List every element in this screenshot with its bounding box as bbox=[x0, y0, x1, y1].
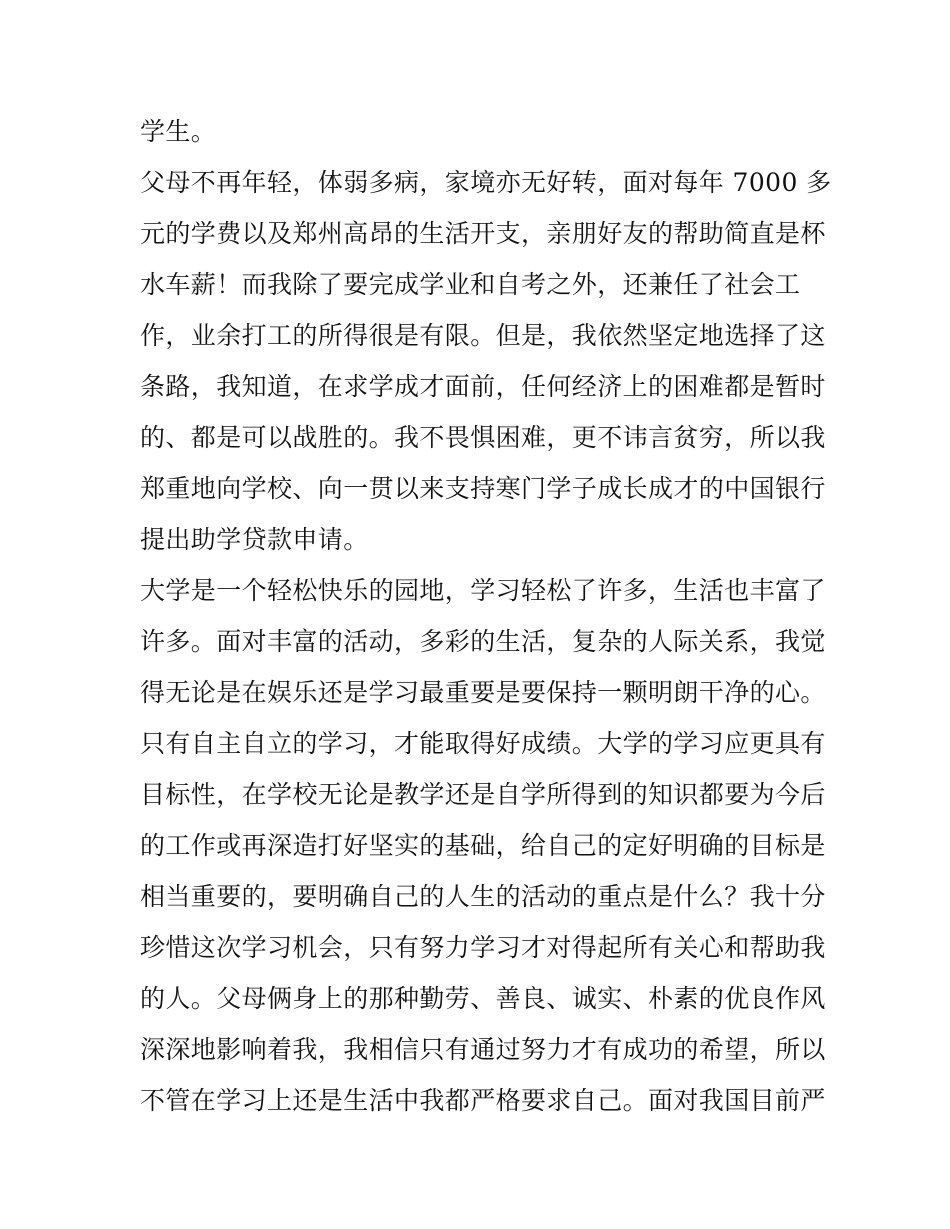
body-text bbox=[140, 106, 830, 1126]
text-line: 父母不再年轻，体弱多病，家境亦无好转，面对每年 7000 多 bbox=[140, 168, 832, 197]
text-line: 许多。面对丰富的活动，多彩的生活，复杂的人际关系，我觉 bbox=[140, 627, 826, 656]
text-line: 相当重要的，要明确自己的人生的活动的重点是什么？我十分 bbox=[140, 882, 826, 911]
text-line: 学生。 bbox=[140, 117, 217, 146]
text-line: 珍惜这次学习机会，只有努力学习才对得起所有关心和帮助我 bbox=[140, 933, 826, 962]
text-line: 的人。父母俩身上的那种勤劳、善良、诚实、朴素的优良作风 bbox=[140, 984, 826, 1013]
text-line: 只有自主自立的学习，才能取得好成绩。大学的学习应更具有 bbox=[140, 729, 826, 758]
text-line: 元的学费以及郑州高昂的生活开支，亲朋好友的帮助简直是杯 bbox=[140, 219, 826, 248]
text-line: 的工作或再深造打好坚实的基础，给自己的定好明确的目标是 bbox=[140, 831, 826, 860]
text-line: 的、都是可以战胜的。我不畏惧困难，更不讳言贫穷，所以我 bbox=[140, 423, 826, 452]
text-line: 目标性，在学校无论是教学还是自学所得到的知识都要为今后 bbox=[140, 780, 826, 809]
text-line: 不管在学习上还是生活中我都严格要求自己。面对我国目前严 bbox=[140, 1086, 826, 1115]
text-line: 深深地影响着我，我相信只有通过努力才有成功的希望，所以 bbox=[140, 1035, 826, 1064]
text-line: 得无论是在娱乐还是学习最重要是要保持一颗明朗干净的心。 bbox=[140, 678, 826, 707]
text-line: 水车薪！而我除了要完成学业和自考之外，还兼任了社会工 bbox=[140, 270, 801, 299]
text-line: 大学是一个轻松快乐的园地，学习轻松了许多，生活也丰富了 bbox=[140, 576, 826, 605]
text-line: 条路，我知道，在求学成才面前，任何经济上的困难都是暂时 bbox=[140, 372, 826, 401]
text-line: 作，业余打工的所得很是有限。但是，我依然坚定地选择了这 bbox=[140, 321, 826, 350]
text-line: 郑重地向学校、向一贯以来支持寒门学子成长成才的中国银行 bbox=[140, 474, 826, 503]
text-line: 提出助学贷款申请。 bbox=[140, 525, 369, 554]
